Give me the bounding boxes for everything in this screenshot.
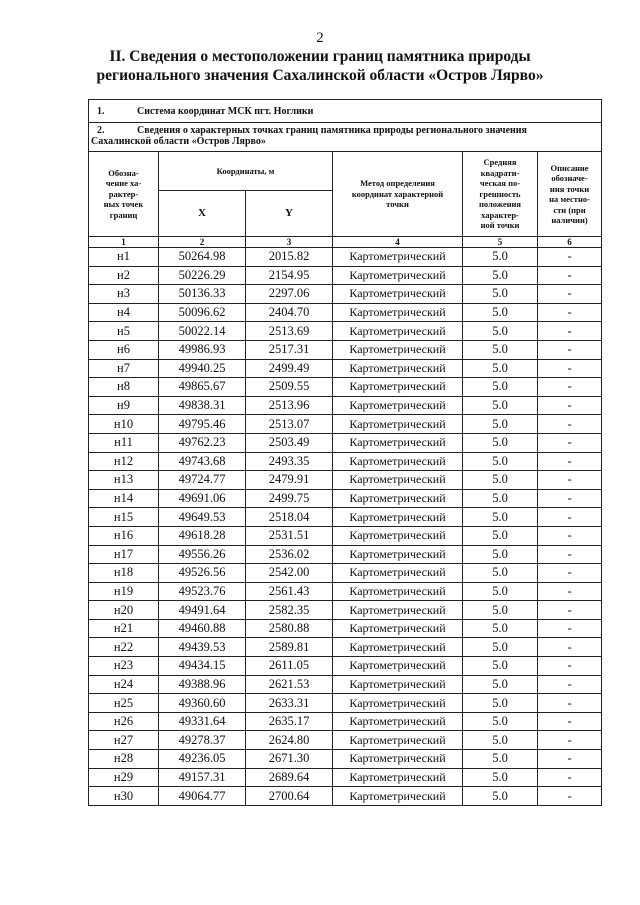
y-cell: 2671.30 (246, 750, 333, 769)
column-index-5: 5 (463, 237, 538, 248)
point-cell: н8 (89, 378, 159, 397)
y-cell: 2513.69 (246, 322, 333, 341)
error-cell: 5.0 (463, 378, 538, 397)
page-title-line-1: II. Сведения о местоположении границ памятника природы (109, 48, 531, 65)
description-cell: - (538, 657, 602, 676)
y-cell: 2531.51 (246, 526, 333, 545)
method-cell: Картометрический (333, 657, 463, 676)
point-cell: н22 (89, 638, 159, 657)
x-cell: 49523.76 (159, 582, 246, 601)
x-cell: 49388.96 (159, 675, 246, 694)
y-cell: 2517.31 (246, 340, 333, 359)
y-cell: 2154.95 (246, 266, 333, 285)
table-row (89, 471, 602, 490)
error-cell: 5.0 (463, 285, 538, 304)
x-cell: 49526.56 (159, 564, 246, 583)
table-row (89, 359, 602, 378)
description-cell: - (538, 471, 602, 490)
description-cell: - (538, 619, 602, 638)
error-cell: 5.0 (463, 433, 538, 452)
error-cell: 5.0 (463, 619, 538, 638)
point-cell: н30 (89, 787, 159, 806)
point-cell: н21 (89, 619, 159, 638)
method-cell: Картометрический (333, 471, 463, 490)
method-cell: Картометрический (333, 396, 463, 415)
method-cell: Картометрический (333, 712, 463, 731)
y-cell: 2479.91 (246, 471, 333, 490)
table-row (89, 340, 602, 359)
y-cell: 2633.31 (246, 694, 333, 713)
description-cell: - (538, 712, 602, 731)
description-cell: - (538, 582, 602, 601)
method-cell: Картометрический (333, 526, 463, 545)
point-cell: н17 (89, 545, 159, 564)
error-cell: 5.0 (463, 657, 538, 676)
point-cell: н4 (89, 303, 159, 322)
method-cell: Картометрический (333, 508, 463, 527)
section-2-row (89, 123, 602, 152)
x-cell: 49439.53 (159, 638, 246, 657)
section-2-number: 2. (97, 125, 105, 136)
point-cell: н25 (89, 694, 159, 713)
description-cell: - (538, 378, 602, 397)
y-cell: 2611.05 (246, 657, 333, 676)
method-cell: Картометрический (333, 340, 463, 359)
page-number: 2 (316, 30, 324, 46)
table-row (89, 638, 602, 657)
description-cell: - (538, 433, 602, 452)
section-2-cell (89, 123, 602, 152)
table-row (89, 601, 602, 620)
y-cell: 2513.07 (246, 415, 333, 434)
y-cell: 2518.04 (246, 508, 333, 527)
method-cell: Картометрический (333, 619, 463, 638)
header-error: Средняя квадрати- ческая по- грешность положения характер- ной точки (463, 152, 538, 237)
y-cell: 2580.88 (246, 619, 333, 638)
method-cell: Картометрический (333, 452, 463, 471)
error-cell: 5.0 (463, 248, 538, 267)
y-cell: 2582.35 (246, 601, 333, 620)
header-description: Описание обозначе- ния точки на местно- сти (при наличии) (538, 152, 602, 237)
column-index-2: 2 (159, 237, 246, 248)
error-cell: 5.0 (463, 322, 538, 341)
point-cell: н29 (89, 768, 159, 787)
table-row (89, 322, 602, 341)
error-cell: 5.0 (463, 675, 538, 694)
error-cell: 5.0 (463, 471, 538, 490)
point-cell: н7 (89, 359, 159, 378)
method-cell: Картометрический (333, 415, 463, 434)
table-row (89, 303, 602, 322)
error-cell: 5.0 (463, 768, 538, 787)
x-cell: 50264.98 (159, 248, 246, 267)
description-cell: - (538, 564, 602, 583)
page-title (60, 47, 580, 85)
error-cell: 5.0 (463, 359, 538, 378)
point-cell: н3 (89, 285, 159, 304)
point-cell: н19 (89, 582, 159, 601)
method-cell: Картометрический (333, 638, 463, 657)
header-method: Метод определения координат характерной точки (333, 152, 463, 237)
y-cell: 2499.49 (246, 359, 333, 378)
section-1-row (89, 100, 602, 123)
section-2-text-line-2: Сахалинской области «Остров Лярво» (91, 136, 266, 147)
x-cell: 49331.64 (159, 712, 246, 731)
table-row (89, 452, 602, 471)
description-cell: - (538, 266, 602, 285)
method-cell: Картометрический (333, 433, 463, 452)
method-cell: Картометрический (333, 248, 463, 267)
method-cell: Картометрический (333, 731, 463, 750)
section-1-cell (89, 100, 602, 123)
point-cell: н13 (89, 471, 159, 490)
y-cell: 2499.75 (246, 489, 333, 508)
error-cell: 5.0 (463, 694, 538, 713)
error-cell: 5.0 (463, 601, 538, 620)
description-cell: - (538, 322, 602, 341)
error-cell: 5.0 (463, 303, 538, 322)
header-designation: Обозна- чение ха- рактер- ных точек границ (89, 152, 159, 237)
y-cell: 2015.82 (246, 248, 333, 267)
y-cell: 2561.43 (246, 582, 333, 601)
error-cell: 5.0 (463, 545, 538, 564)
table-row (89, 694, 602, 713)
table-row (89, 675, 602, 694)
description-cell: - (538, 768, 602, 787)
error-cell: 5.0 (463, 787, 538, 806)
table-row (89, 582, 602, 601)
method-cell: Картометрический (333, 545, 463, 564)
y-cell: 2624.80 (246, 731, 333, 750)
y-cell: 2542.00 (246, 564, 333, 583)
point-cell: н5 (89, 322, 159, 341)
x-cell: 49940.25 (159, 359, 246, 378)
column-index-3: 3 (246, 237, 333, 248)
table-row (89, 564, 602, 583)
table-row (89, 285, 602, 304)
error-cell: 5.0 (463, 415, 538, 434)
y-cell: 2589.81 (246, 638, 333, 657)
page-title-line-2: регионального значения Сахалинской области «Остров Лярво» (96, 67, 544, 84)
header-x: X (159, 191, 246, 237)
y-cell: 2404.70 (246, 303, 333, 322)
y-cell: 2621.53 (246, 675, 333, 694)
table-row (89, 415, 602, 434)
error-cell: 5.0 (463, 731, 538, 750)
x-cell: 49556.26 (159, 545, 246, 564)
x-cell: 49278.37 (159, 731, 246, 750)
method-cell: Картометрический (333, 303, 463, 322)
description-cell: - (538, 489, 602, 508)
error-cell: 5.0 (463, 750, 538, 769)
x-cell: 49865.67 (159, 378, 246, 397)
description-cell: - (538, 638, 602, 657)
point-cell: н20 (89, 601, 159, 620)
method-cell: Картометрический (333, 694, 463, 713)
point-cell: н16 (89, 526, 159, 545)
error-cell: 5.0 (463, 712, 538, 731)
x-cell: 49838.31 (159, 396, 246, 415)
table-row (89, 396, 602, 415)
description-cell: - (538, 340, 602, 359)
table-row (89, 433, 602, 452)
x-cell: 49743.68 (159, 452, 246, 471)
point-cell: н28 (89, 750, 159, 769)
description-cell: - (538, 359, 602, 378)
table-row (89, 508, 602, 527)
column-index-4: 4 (333, 237, 463, 248)
section-2-text-line-1: Сведения о характерных точках границ памятника природы регионального значения (137, 125, 527, 136)
table-row (89, 768, 602, 787)
column-index-6: 6 (538, 237, 602, 248)
error-cell: 5.0 (463, 582, 538, 601)
description-cell: - (538, 248, 602, 267)
point-cell: н27 (89, 731, 159, 750)
description-cell: - (538, 508, 602, 527)
method-cell: Картометрический (333, 564, 463, 583)
table-row (89, 545, 602, 564)
table-row (89, 619, 602, 638)
table-row (89, 489, 602, 508)
table-row (89, 657, 602, 676)
x-cell: 49618.28 (159, 526, 246, 545)
table-row (89, 750, 602, 769)
method-cell: Картометрический (333, 266, 463, 285)
header-row-1 (89, 152, 602, 191)
point-cell: н12 (89, 452, 159, 471)
x-cell: 49491.64 (159, 601, 246, 620)
error-cell: 5.0 (463, 396, 538, 415)
x-cell: 49434.15 (159, 657, 246, 676)
section-1-number: 1. (97, 105, 105, 117)
point-cell: н26 (89, 712, 159, 731)
table-row (89, 378, 602, 397)
x-cell: 49762.23 (159, 433, 246, 452)
description-cell: - (538, 285, 602, 304)
error-cell: 5.0 (463, 526, 538, 545)
method-cell: Картометрический (333, 378, 463, 397)
x-cell: 50022.14 (159, 322, 246, 341)
x-cell: 49064.77 (159, 787, 246, 806)
x-cell: 50226.29 (159, 266, 246, 285)
y-cell: 2700.64 (246, 787, 333, 806)
x-cell: 49986.93 (159, 340, 246, 359)
x-cell: 49795.46 (159, 415, 246, 434)
error-cell: 5.0 (463, 489, 538, 508)
table-row (89, 248, 602, 267)
description-cell: - (538, 303, 602, 322)
y-cell: 2635.17 (246, 712, 333, 731)
method-cell: Картометрический (333, 675, 463, 694)
error-cell: 5.0 (463, 340, 538, 359)
error-cell: 5.0 (463, 266, 538, 285)
description-cell: - (538, 396, 602, 415)
y-cell: 2513.96 (246, 396, 333, 415)
x-cell: 50136.33 (159, 285, 246, 304)
description-cell: - (538, 750, 602, 769)
header-y: Y (246, 191, 333, 237)
method-cell: Картометрический (333, 787, 463, 806)
section-1-text: Система координат МСК пгт. Ноглики (137, 105, 314, 117)
x-cell: 49157.31 (159, 768, 246, 787)
x-cell: 49460.88 (159, 619, 246, 638)
x-cell: 50096.62 (159, 303, 246, 322)
error-cell: 5.0 (463, 508, 538, 527)
table-row (89, 712, 602, 731)
point-cell: н18 (89, 564, 159, 583)
description-cell: - (538, 452, 602, 471)
point-cell: н10 (89, 415, 159, 434)
method-cell: Картометрический (333, 768, 463, 787)
x-cell: 49724.77 (159, 471, 246, 490)
point-cell: н11 (89, 433, 159, 452)
point-cell: н1 (89, 248, 159, 267)
method-cell: Картометрический (333, 750, 463, 769)
point-cell: н24 (89, 675, 159, 694)
table-row (89, 526, 602, 545)
point-cell: н2 (89, 266, 159, 285)
description-cell: - (538, 526, 602, 545)
description-cell: - (538, 731, 602, 750)
method-cell: Картометрический (333, 359, 463, 378)
description-cell: - (538, 787, 602, 806)
error-cell: 5.0 (463, 452, 538, 471)
column-index-1: 1 (89, 237, 159, 248)
method-cell: Картометрический (333, 582, 463, 601)
table-row (89, 731, 602, 750)
table-row (89, 266, 602, 285)
method-cell: Картометрический (333, 285, 463, 304)
error-cell: 5.0 (463, 564, 538, 583)
boundary-points-table (88, 99, 602, 806)
method-cell: Картометрический (333, 489, 463, 508)
point-cell: н14 (89, 489, 159, 508)
x-cell: 49649.53 (159, 508, 246, 527)
header-coordinates: Координаты, м (159, 152, 333, 191)
error-cell: 5.0 (463, 638, 538, 657)
column-index-row (89, 237, 602, 248)
point-cell: н23 (89, 657, 159, 676)
y-cell: 2536.02 (246, 545, 333, 564)
description-cell: - (538, 415, 602, 434)
y-cell: 2509.55 (246, 378, 333, 397)
point-cell: н6 (89, 340, 159, 359)
description-cell: - (538, 545, 602, 564)
method-cell: Картометрический (333, 601, 463, 620)
y-cell: 2493.35 (246, 452, 333, 471)
y-cell: 2503.49 (246, 433, 333, 452)
point-cell: н15 (89, 508, 159, 527)
description-cell: - (538, 694, 602, 713)
x-cell: 49360.60 (159, 694, 246, 713)
y-cell: 2689.64 (246, 768, 333, 787)
description-cell: - (538, 601, 602, 620)
x-cell: 49236.05 (159, 750, 246, 769)
point-cell: н9 (89, 396, 159, 415)
description-cell: - (538, 675, 602, 694)
x-cell: 49691.06 (159, 489, 246, 508)
table-row (89, 787, 602, 806)
method-cell: Картометрический (333, 322, 463, 341)
y-cell: 2297.06 (246, 285, 333, 304)
